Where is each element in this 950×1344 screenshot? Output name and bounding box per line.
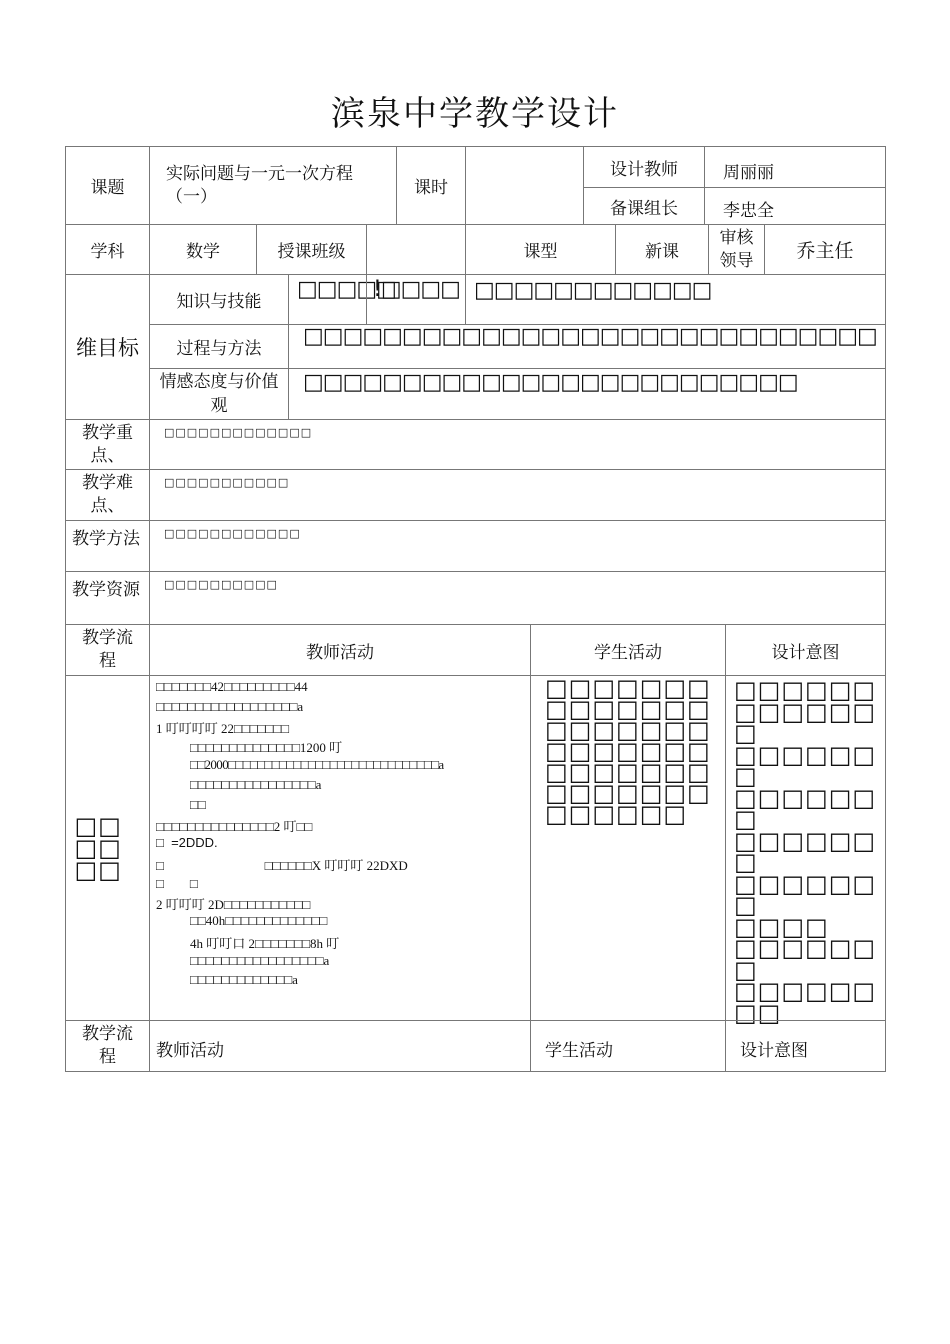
teacher-line-4: □□□□□□□□□□□□□□1200 叮 (190, 740, 343, 755)
intent-line-3: □□□□□□□ (734, 740, 877, 790)
flow-student-body (530, 675, 726, 1021)
flow-intent-header: 设计意图 (725, 624, 886, 676)
flow-intent-body (725, 675, 886, 1027)
intent-line-2: □□□□□□□ (734, 697, 877, 747)
emotion-value: □□□□□□□□□□□□□□□□□□□□□□□□□ (288, 368, 886, 420)
designer-label: 设计教师 (583, 146, 705, 188)
subject-label: 学科 (65, 224, 150, 275)
intent-line-6: □□□□□□□ (734, 869, 877, 919)
leader-label: 备课组长 (583, 187, 705, 225)
teacher-line-16: □□□□□□□□□□□□□a (190, 972, 298, 987)
key-value: □□□□□□□□□□□□□ (149, 419, 886, 470)
teacher-line-14: 4h 叮叮口 2□□□□□□□8h 叮 (190, 936, 340, 951)
teacher-line-3: 1 叮叮叮叮 22□□□□□□□ (156, 721, 289, 736)
intent-line-4: □□□□□□□ (734, 783, 877, 833)
flow-body-left (65, 675, 150, 1021)
flow-footer-teacher: 教师活动 (149, 1020, 531, 1072)
flow-footer-label: 教学流程 (65, 1020, 150, 1072)
leader-value: 李忠全 (704, 187, 886, 225)
designer-value: 周丽丽 (704, 146, 886, 188)
flow-footer-student: 学生活动 (530, 1020, 726, 1072)
flow-footer-intent: 设计意图 (725, 1020, 886, 1072)
type-label: 课型 (465, 224, 616, 275)
teacher-line-1: □□□□□□□42□□□□□□□□□44 (156, 679, 308, 694)
teacher-line-9: □ =2DDD. (156, 835, 218, 850)
difficult-value: □□□□□□□□□□□ (149, 469, 886, 521)
topic-label: 课题 (65, 146, 150, 225)
flow-teacher-body (149, 675, 531, 1021)
key-label: 教学重点、 (65, 419, 150, 470)
intent-line-9: □□□□□□□□ (734, 977, 877, 1027)
type-value: 新课 (615, 224, 709, 275)
emotion-label: 情感态度与价值观 (149, 368, 289, 420)
method-value: □□□□□□□□□□□□ (149, 520, 886, 572)
intent-line-7: □□□□ (734, 912, 829, 941)
process-label: 过程与方法 (149, 324, 289, 369)
knowledge-label: 知识与技能 (149, 274, 289, 325)
flow-teacher-header: 教师活动 (149, 624, 531, 676)
knowledge-c: □□□□□□□□□□□□ (465, 274, 886, 325)
hours-value (465, 146, 584, 225)
class-value (366, 224, 466, 275)
intent-line-8: □□□□□□□ (734, 934, 877, 984)
review-value: 乔主任 (764, 224, 886, 275)
method-label: 教学方法 (65, 520, 150, 572)
teacher-line-15: □□□□□□□□□□□□□□□□□a (190, 953, 330, 968)
process-value: □□□□□□□□□□□□□□□□□□□□□□□□□□□□□ (288, 324, 886, 369)
hours-label: 课时 (396, 146, 466, 225)
resource-value: □□□□□□□□□□ (149, 571, 886, 625)
page-title: 滨泉中学教学设计 (331, 94, 619, 134)
teacher-line-8: □□□□□□□□□□□□□□□2 叮□□ (156, 819, 313, 834)
teacher-line-10: □ □□□□□□X 叮叮叮 22DXD (156, 858, 408, 873)
teacher-line-13: □□40h□□□□□□□□□□□□□ (190, 913, 328, 928)
review-label: 审核领导 (708, 224, 765, 275)
subject-value: 数学 (149, 224, 257, 275)
topic-value: 实际问题与一元一次方程（一） (149, 146, 397, 225)
resource-label: 教学资源 (65, 571, 150, 625)
teacher-line-6: □□□□□□□□□□□□□□□□a (190, 777, 322, 792)
difficult-label: 教学难点、 (65, 469, 150, 521)
teacher-line-11: □ □ (156, 876, 198, 891)
intent-line-1: □□□□□□ (734, 676, 877, 704)
flow-body-left-text: □□□□□□ (74, 812, 122, 884)
flow-student-header: 学生活动 (530, 624, 726, 676)
class-label: 授课班级 (256, 224, 367, 275)
teacher-line-12: 2 叮叮叮 2D□□□□□□□□□□□ (156, 897, 311, 912)
teacher-line-5: □□2000□□□□□□□□□□□□□□□□□□□□□□□□□□□□□a (190, 757, 444, 772)
knowledge-a: □□□□□ (288, 274, 367, 325)
intent-line-5: □□□□□□□ (734, 826, 877, 876)
flow-label: 教学流程 (65, 624, 150, 676)
knowledge-b: !□□□□ (366, 274, 466, 325)
goals-label: 维目标 (65, 274, 150, 420)
teacher-line-7: □□ (190, 797, 206, 812)
student-activity-text: □□□□□□□□□□□□□□□□□□□□□□□□□□□□□□□□□□□□□□□□□□□□□□□□ (545, 674, 711, 828)
teacher-line-2: □□□□□□□□□□□□□□□□□□a (156, 699, 304, 714)
